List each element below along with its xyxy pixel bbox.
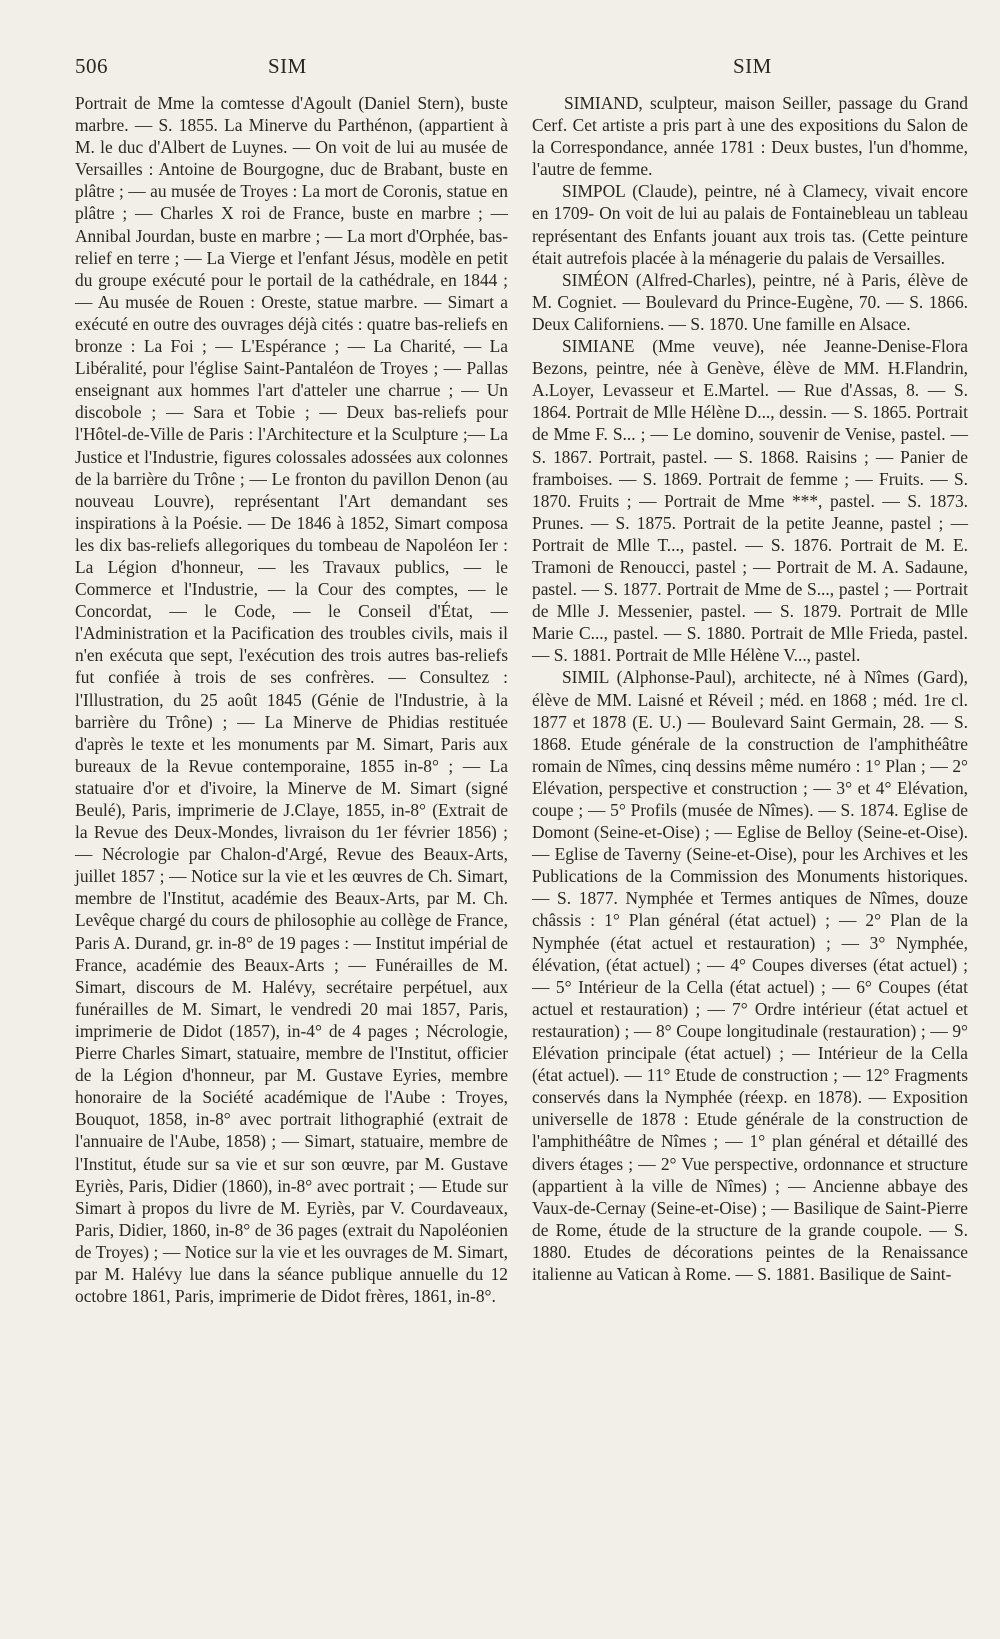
entry-simpol: SIMPOL (Claude), peintre, né à Clamecy, vivait encore en 1709- On voit de lui au palais de Fontainebleau un tableau représentant des Enfants jouant aux trois tas. (Cette peinture était autrefois placée à la ménagerie du palais de Versailles. — [532, 181, 968, 268]
entry-simiane: SIMIANE (Mme veuve), née Jeanne-Denise-Flora Bezons, peintre, née à Genève, élève de MM. H.Flandrin, A.Loyer, Levasseur et E.Martel. — Rue d'Assas, 8. — S. 1864. Portrait de Mlle Hélène D..., dessin. — S. 1865. Portrait de Mme F. S... ; — Le domino, souvenir de Venise, pastel. — S. 1867. Portrait, pastel. — S. 1868. Raisins ; — Panier de framboises. — S. 1869. Portrait de femme ; — Fruits. — S. 1870. Fruits ; — Portrait de Mme ***, pastel. — S. 1873. Prunes. — S. 1875. Portrait de la petite Jeanne, pastel ; — Portrait de Mlle T..., pastel. — S. 1876. Portrait de M. E. Tramoni de Renoucci, pastel ; — Portrait de M. A. Sadaune, pastel. — S. 1877. Portrait de Mme de S..., pastel ; — Portrait de Mlle J. Messenier, pastel. — S. 1879. Portrait de Mlle Marie C..., pastel. — S. 1880. Portrait de Mlle Frieda, pastel. — S. 1881. Portrait de Mlle Hélène V..., pastel. — [532, 336, 968, 666]
page-header — [0, 54, 1000, 94]
right-column — [532, 92, 968, 1285]
entry-simiand: SIMIAND, sculpteur, maison Seiller, passage du Grand Cerf. Cet artiste a pris part à une des expositions du Salon de la Correspondance, année 1781 : Deux bustes, l'un d'homme, l'autre de femme. — [532, 93, 968, 180]
running-head-right: SIM — [733, 54, 772, 78]
entry-simeon: SIMÉON (Alfred-Charles), peintre, né à Paris, élève de M. Cogniet. — Boulevard du Prince-Eugène, 70. — S. 1866. Deux Californiens. — S. 1870. Une famille en Alsace. — [532, 269, 968, 334]
page-number: 506 — [75, 54, 108, 78]
entry-simart-continued: Portrait de Mme la comtesse d'Agoult (Daniel Stern), buste marbre. — S. 1855. La Minerve du Parthénon, (appartient à M. le duc d'Albert de Luynes. — On voit de lui au musée de Versailles : Antoine de Bourgogne, duc de Brabant, buste en plâtre ; — au musée de Troyes : La mort de Coronis, statue en plâtre ; — Charles X roi de France, buste en marbre ; — Annibal Jourdan, buste en marbre ; — La mort d'Orphée, bas-relief en terre ; — La Vierge et l'enfant Jésus, modèle en petit du groupe exécuté pour le portail de la cathédrale, en 1844 ; — Au musée de Rouen : Oreste, statue marbre. — Simart a exécuté en outre des ouvrages déjà cités : quatre bas-reliefs en bronze : La Foi ; — L'Espérance ; — La Charité, — La Libéralité, pour l'église Saint-Pantaléon de Troyes ; — Pallas enseignant aux hommes l'art d'atteler une charrue ; — Un discobole ; — Sara et Tobie ; — Deux bas-reliefs pour l'Hôtel-de-Ville de Paris : l'Architecture et la Sculpture ;— La Justice et l'Industrie, figures colossales adossées aux colonnes de la barrière du Trône ; — Le fronton du pavillon Denon (au nouveau Louvre), représentant l'Art demandant ses inspirations à la Poésie. — De 1846 à 1852, Simart composa les dix bas-reliefs allegoriques du tombeau de Napoléon Ier : La Légion d'honneur, — les Travaux publics, — le Commerce et l'Industrie, — la Cour des comptes, — le Concordat, — le Code, — le Conseil d'État, — l'Administration et la Pacification des troubles civils, mais il n'en exécuta que sept, l'exécution des trois autres bas-reliefs fut confiée à trois de ses confrères. — Consultez : l'Illustration, du 25 août 1845 (Génie de l'Industrie, à la barrière du Trône) ; — La Minerve de Phidias restituée d'après le texte et les monuments par M. Simart, Paris aux bureaux de la Revue contemporaine, 1855 in-8° ; — La statuaire d'or et d'ivoire, la Minerve de M. Simart (signé Beulé), Paris, imprimerie de J.Claye, 1855, in-8° (Extrait de la Revue des Deux-Mondes, livraison du 1er février 1856) ; — Nécrologie par Chalon-d'Argé, Revue des Beaux-Arts, juillet 1857 ; — Notice sur la vie et les œuvres de Ch. Simart, membre de l'Institut, académie des Beaux-Arts, par M. Ch. Levêque chargé du cours de philosophie au collège de France, Paris A. Durand, gr. in-8° de 19 pages : — Institut impérial de France, académie des Beaux-Arts ; — Funérailles de M. Simart, discours de M. Halévy, secrétaire perpétuel, aux funérailles de M. Simart, le vendredi 20 mai 1857, Paris, imprimerie de Didot (1857), in-4° de 4 pages ; Nécrologie, Pierre Charles Simart, statuaire, membre de l'Institut, officier de la Légion d'honneur, par M. Gustave Eyries, membre honoraire de la Société académique de l'Aube : Troyes, Bouquot, 1858, in-8° avec portrait lithographié (extrait de l'annuaire de l'Aube, 1858) ; — Simart, statuaire, membre de l'Institut, étude sur sa vie et sur son œuvre, par M. Gustave Eyriès, Paris, Didier (1860), in-8° avec portrait ; — Etude sur Simart à propos du livre de M. Eyriès, par V. Courdaveaux, Paris, Didier, 1860, in-8° de 36 pages (extrait du Napoléonien de Troyes) ; — Notice sur la vie et les ouvrages de M. Simart, par M. Halévy lue dans la séance publique annuelle du 12 octobre 1861, Paris, imprimerie de Didot frères, 1861, in-8°. — [75, 93, 508, 1307]
entry-simil: SIMIL (Alphonse-Paul), architecte, né à Nîmes (Gard), élève de MM. Laisné et Réveil ; méd. en 1868 ; méd. 1re cl. 1877 et 1878 (E. U.) — Boulevard Saint Germain, 28. — S. 1868. Etude générale de la construction de l'amphithéâtre romain de Nîmes, cinq dessins même numéro : 1° Plan ; — 2° Elévation, perspective et construction ; — 3° et 4° Elévation, coupe ; — 5° Profils (musée de Nîmes). — S. 1874. Eglise de Domont (Seine-et-Oise) ; — Eglise de Belloy (Seine-et-Oise). — Eglise de Taverny (Seine-et-Oise), pour les Archives et les Publications de la Commission des Monuments historiques. — S. 1877. Nymphée et Termes antiques de Nîmes, douze châssis : 1° Plan général (état actuel) ; — 2° Plan de la Nymphée (état actuel et restauration) ; — 3° Nymphée, élévation, (état actuel) ; — 4° Coupes diverses (état actuel) ; — 5° Intérieur de la Cella (état actuel) ; — 6° Coupes (état actuel et restauration) ; — 7° Ordre intérieur (état actuel et restauration) ; — 8° Coupe longitudinale (restauration) ; — 9° Elévation principale (état actuel) ; — Intérieur de la Cella (état actuel). — 11° Etude de construction ; — 12° Fragments conservés dans la Nymphée (réexp. en 1878). — Exposition universelle de 1878 : Etude générale de la construction de l'amphithéâtre de Nîmes ; — 1° plan général et détaillé des divers étages ; — 2° Vue perspective, ordonnance et structure (appartient à la ville de Nîmes) ; — Ancienne abbaye des Vaux-de-Cernay (Seine-et-Oise) ; — Basilique de Saint-Pierre de Rome, étude de la structure de la grande coupole. — S. 1880. Etudes de décorations peintes de la Renaissance italienne au Vatican à Rome. — S. 1881. Basilique de Saint- — [532, 667, 968, 1284]
running-head-left: SIM — [268, 54, 307, 78]
left-column — [75, 92, 508, 1307]
